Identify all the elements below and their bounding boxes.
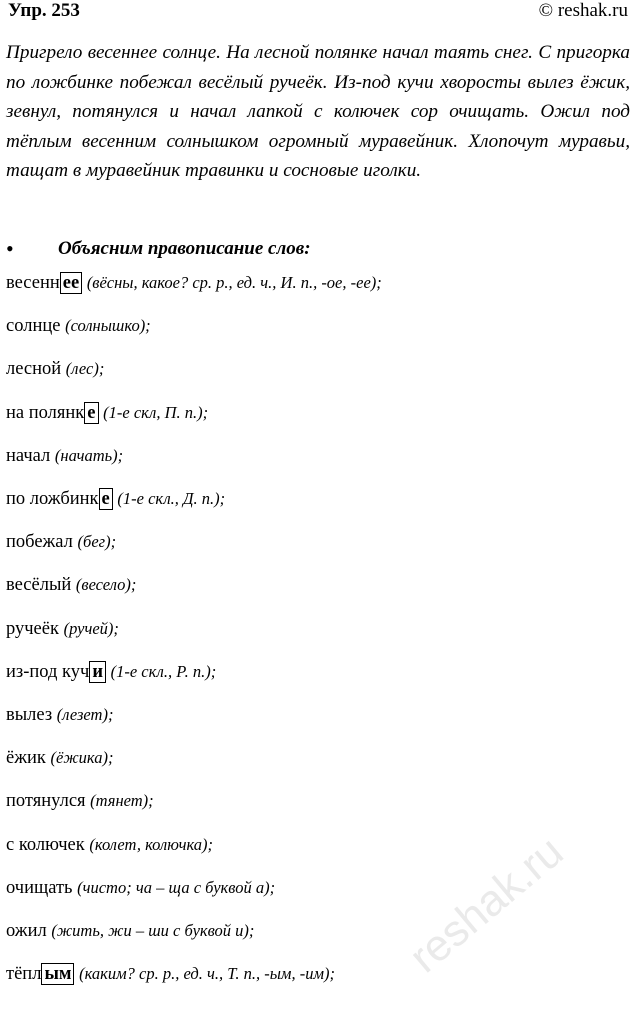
word-item [6,921,254,942]
word-text: по ложбинк [6,489,99,509]
word-note: (тянет); [90,791,154,811]
word-text: очищать [6,877,73,898]
word-note: (жить, жи – ши с буквой и); [51,921,255,940]
site-credit: © reshak.ru [538,0,628,21]
word-text: побежал [6,532,73,553]
word-note: (каким? ср. р., ед. ч., Т. п., -ым, -им); [79,964,335,984]
word-ending-box: ее [60,272,82,294]
word-item [6,316,151,337]
watermark: reshak.ru [400,826,573,983]
word-text: тёпл [6,964,42,985]
explanation-title: Объясним правописание слов: [58,238,311,259]
word-note: (весело); [75,575,137,595]
word-text: начал [6,445,51,466]
word-item [6,446,123,467]
word-item [6,359,104,380]
word-note: (ручей); [63,618,119,638]
exercise-text: Пригрело весеннее солнце. На лесной полянке начал таять снег. С пригорка по ложбинке побежал весёлый ручеёк. Из-под кучи хворосты вылез ёжик, зевнул, потянулся и начал лапкой с колючек сор очищать. Ожил под тёплым весенним солнышком огромный муравейник. Хлопочут муравьи, тащат в муравейник травинки и сосновые иголки. [6,42,630,182]
word-text: солнце [6,316,61,337]
word-note: (1-е скл., Р. п.); [110,661,217,681]
word-note: (1-е скл, П. п.); [103,402,209,422]
word-item [6,489,225,510]
word-text: весенн [6,273,60,293]
word-note: (лезет); [56,705,114,724]
word-note: (чисто; ча – ща с буквой а); [77,877,276,897]
word-text: ёжик [6,748,46,769]
word-item [6,791,154,812]
page-header [0,0,634,22]
word-item [6,273,382,294]
word-ending-box: е [99,488,113,510]
word-text: лесной [6,359,62,380]
word-text: на полянк [6,402,85,423]
word-note: (солнышко); [65,316,151,336]
word-item [6,748,113,769]
word-ending-box: ым [41,963,74,985]
word-note: (вёсны, какое? ср. р., ед. ч., И. п., -ое, -ее); [86,273,382,292]
word-text: ручеёк [6,618,59,639]
word-item [6,964,335,985]
word-note: (лес); [65,359,105,379]
word-item [6,878,275,899]
word-item [6,662,216,683]
word-text: вылез [6,705,53,725]
word-text: из-под куч [6,661,90,682]
word-note: (ёжика); [50,748,114,768]
word-item [6,705,113,726]
word-item [6,835,213,856]
word-note: (1-е скл., Д. п.); [117,489,226,508]
word-text: весёлый [6,575,72,596]
word-text: ожил [6,921,47,941]
word-item [6,619,119,640]
word-note: (бег); [77,532,117,552]
word-text: потянулся [6,791,86,812]
bullet-icon: • [6,236,14,261]
word-ending-box: и [89,661,106,683]
exercise-number: Упр. 253 [8,0,80,21]
word-text: с колючек [6,834,85,855]
word-note: (начать); [54,445,124,465]
word-ending-box: е [84,402,98,424]
word-note: (колет, колючка); [89,834,214,854]
word-item [6,403,208,424]
word-item [6,532,116,553]
word-item [6,575,136,596]
